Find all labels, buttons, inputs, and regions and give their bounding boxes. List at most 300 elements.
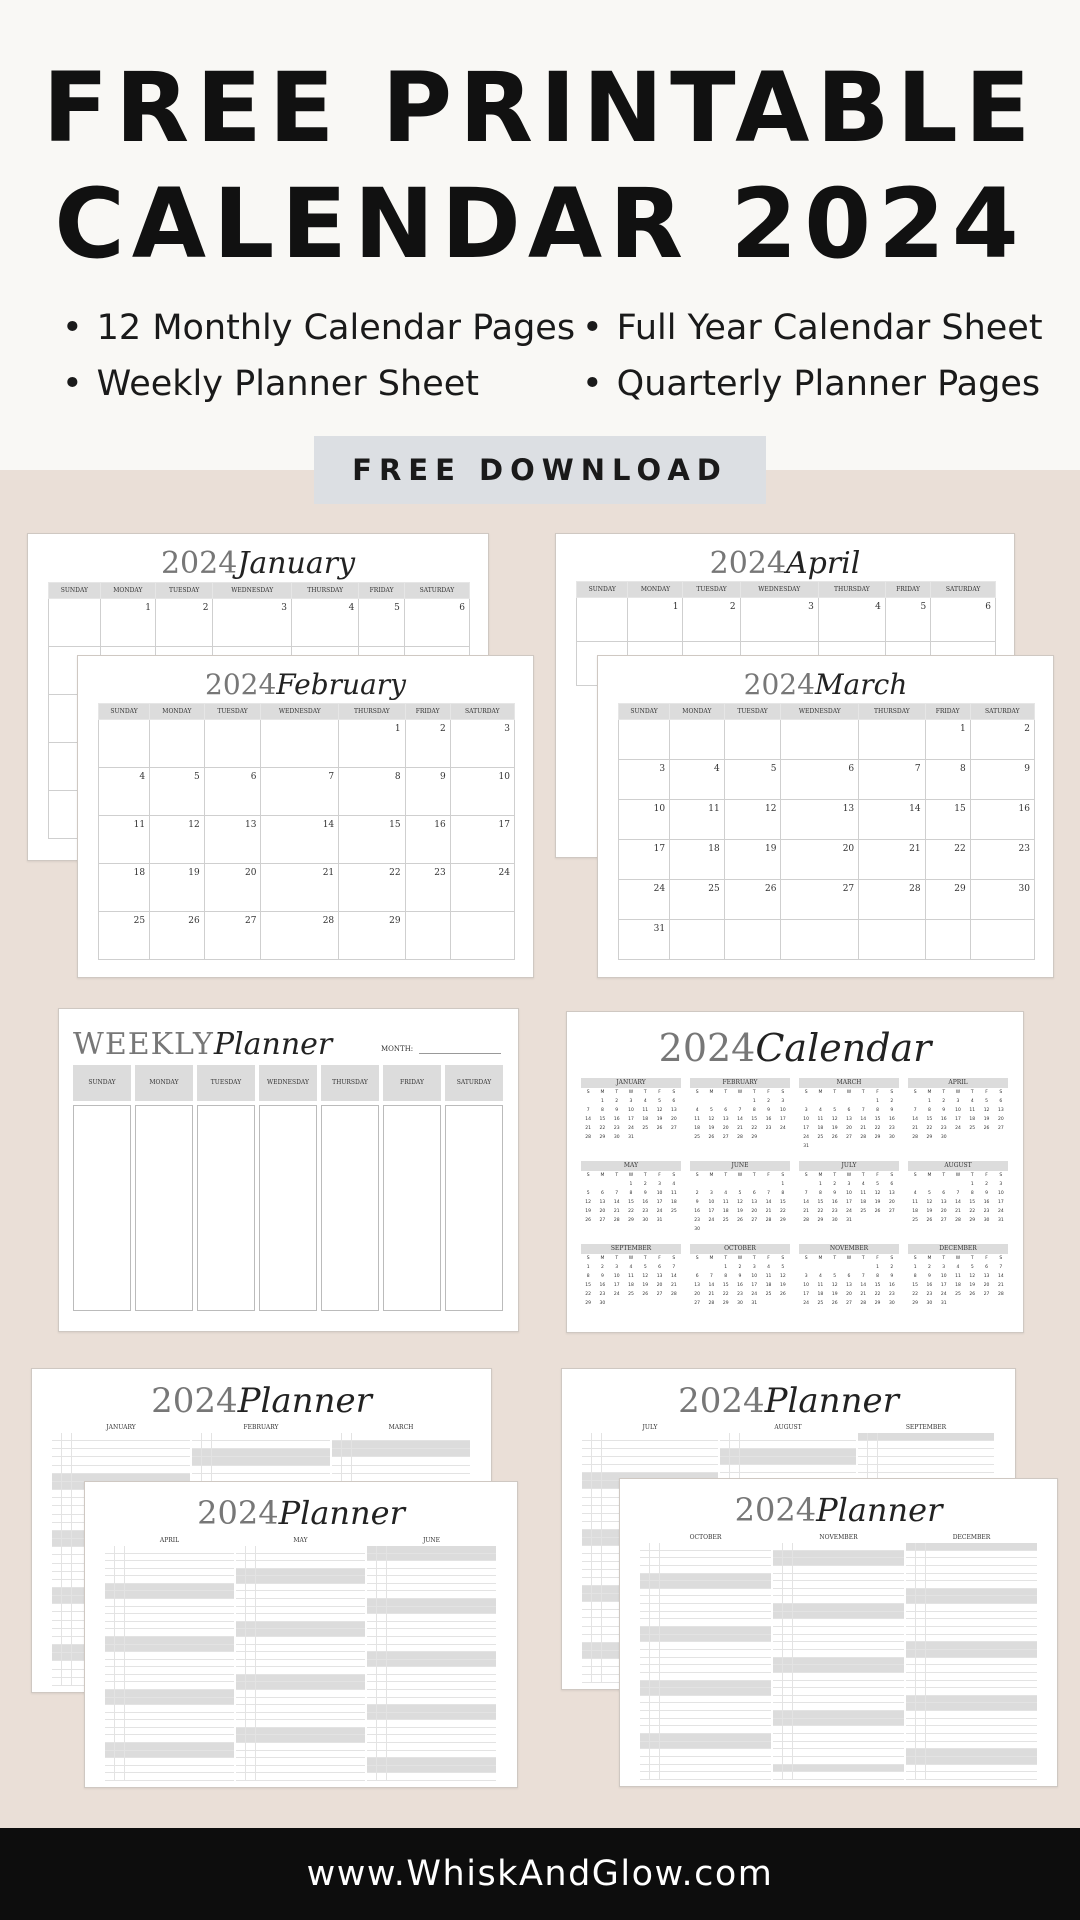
day-number: 20 [599, 1209, 606, 1214]
planner-day-row [906, 1604, 1037, 1612]
day-initial: S [890, 1173, 894, 1178]
day-cell [640, 1757, 650, 1764]
day-initial: T [942, 1173, 946, 1178]
planner-day-row [367, 1766, 496, 1774]
weekday-cell [246, 1622, 256, 1629]
day-initial: M [600, 1090, 605, 1095]
weekday-cell [62, 1539, 72, 1546]
planner-month-name: SEPTEMBER [905, 1424, 947, 1431]
day-number: 10 [940, 1274, 947, 1279]
planner-day-row [773, 1589, 904, 1597]
month-line [419, 1053, 501, 1054]
day-cell [236, 1591, 246, 1598]
day-cell [236, 1713, 246, 1720]
day-number: 12 [656, 1108, 663, 1113]
weekday-cell [916, 1719, 926, 1726]
day-cell [52, 1523, 62, 1530]
day-cell [236, 1728, 246, 1735]
day-number: 17 [628, 1117, 634, 1122]
weekday-cell [783, 1719, 793, 1726]
day-number: 22 [599, 1126, 606, 1131]
mini-month-name: AUGUST [908, 1161, 1008, 1171]
day-number: 19 [708, 1126, 715, 1131]
weekday-cell [246, 1637, 256, 1644]
day-number: 31 [846, 1218, 852, 1223]
day-cell [105, 1698, 115, 1705]
day-cell [640, 1742, 650, 1749]
day-cell [773, 1642, 783, 1649]
website-url-link[interactable]: www.WhiskAndGlow.com [0, 1828, 1080, 1920]
day-cell [367, 1735, 377, 1742]
day-number: 23 [926, 1292, 933, 1297]
weekday-cell [342, 1441, 352, 1448]
day-number: 21 [955, 1209, 961, 1214]
day-cell [105, 1569, 115, 1576]
weekday-cell [246, 1735, 256, 1742]
day-initial: T [724, 1090, 728, 1095]
day-number: 1 [752, 1099, 756, 1104]
weekday-cell [377, 1713, 387, 1720]
day-number: 28 [613, 1218, 620, 1223]
planner-day-row [773, 1635, 904, 1643]
day-cell [236, 1576, 246, 1583]
empty-day [581, 1097, 595, 1106]
weekday-cell [342, 1433, 352, 1440]
empty-day [842, 1097, 856, 1106]
planner-month-name: MAY [293, 1537, 308, 1544]
day-number: 21 [737, 1126, 743, 1131]
day-cell [906, 1734, 916, 1741]
day-initial: W [737, 1256, 743, 1261]
day-cell [105, 1675, 115, 1682]
planner-day-row [906, 1642, 1037, 1650]
weekday-cell [62, 1523, 72, 1530]
day-cell [52, 1531, 62, 1538]
weekday-cell [650, 1619, 660, 1626]
day-number: 14 [613, 1200, 620, 1205]
day-number: 9 [927, 1274, 931, 1279]
march-calendar-page [597, 655, 1054, 978]
day-number: 26 [926, 1218, 933, 1223]
weekday-cell [916, 1627, 926, 1634]
day-number: 10 [656, 1191, 663, 1196]
planner-day-row [640, 1574, 771, 1582]
empty-day [908, 1097, 922, 1106]
planner-day-row [105, 1735, 234, 1743]
weekday-cell [592, 1457, 602, 1464]
empty-day [951, 1180, 965, 1189]
day-number: 11 [817, 1283, 824, 1288]
empty-day [704, 1097, 718, 1106]
weekday-cell [592, 1618, 602, 1625]
planner-day-row [105, 1546, 234, 1554]
day-cell [773, 1696, 783, 1703]
day-number: 29 [874, 1301, 881, 1306]
planner-day-row [332, 1433, 470, 1441]
day-initial: M [927, 1173, 932, 1178]
day-cell [236, 1705, 246, 1712]
day-cell [105, 1713, 115, 1720]
day-number: 22 [817, 1209, 824, 1214]
day-number: 11 [860, 1191, 867, 1196]
weekday-cell [916, 1703, 926, 1710]
day-number: 2 [942, 1099, 946, 1104]
day-number: 18 [722, 1209, 729, 1214]
day-number: 28 [670, 1292, 677, 1297]
day-cell [640, 1604, 650, 1611]
weekday-cell [377, 1690, 387, 1697]
day-initial: F [985, 1173, 988, 1178]
weekday-cell [62, 1604, 72, 1611]
day-number: 10 [846, 1191, 852, 1196]
day-number: 4 [818, 1274, 822, 1279]
weekday-cell [592, 1554, 602, 1561]
day-number: 26 [642, 1292, 649, 1297]
day-number: 24 [751, 1292, 758, 1297]
day-number: 27 [997, 1126, 1004, 1131]
day-number: 6 [942, 1191, 946, 1196]
day-number: 8 [913, 1274, 917, 1279]
day-number: 7 [804, 1191, 808, 1196]
day-number: 26 [874, 1209, 881, 1214]
planner-day-row [773, 1558, 904, 1566]
day-number: 3 [956, 1099, 960, 1104]
planner-day-row [236, 1682, 365, 1690]
weekday-cell [650, 1734, 660, 1741]
day-cell [906, 1665, 916, 1672]
day-number: 3 [629, 1099, 633, 1104]
weekday-cell [592, 1659, 602, 1666]
day-cell [52, 1539, 62, 1546]
month-grid: SUNDAY MONDAY TUESDAY WEDNESDAY THURSDAY FRIDAY SATURDAY 1 2 3 4 5 6 7 8 9 10 11 12 13 14 15 16 17 18 19 20 21 22 23 24 25 26 27 28 29 30 31 [618, 703, 1035, 960]
day-cell [906, 1543, 916, 1550]
day-number: 13 [670, 1108, 677, 1113]
mini-month-days [799, 1088, 899, 1151]
mini-month-name: JANUARY [581, 1078, 681, 1088]
weekday-header: WEDNESDAY [259, 1065, 317, 1101]
day-initial: F [767, 1173, 770, 1178]
day-cell [773, 1681, 783, 1688]
weekday-cell [62, 1621, 72, 1628]
day-cell [367, 1660, 377, 1667]
planner-day-row [906, 1734, 1037, 1742]
planner-day-row [105, 1637, 234, 1645]
weekday-cell [592, 1675, 602, 1682]
planner-day-row [640, 1635, 771, 1643]
day-cell [105, 1637, 115, 1644]
planner-day-row [773, 1619, 904, 1627]
day-number: 29 [599, 1135, 606, 1140]
page-title: WEEKLYPlanner [73, 1027, 333, 1062]
day-number: 19 [983, 1117, 990, 1122]
empty-day [610, 1180, 624, 1189]
planner-day-row [640, 1772, 771, 1780]
planner-day-row [640, 1673, 771, 1681]
day-number: 20 [940, 1209, 947, 1214]
weekday-cell [246, 1546, 256, 1553]
weekday-cell [592, 1441, 602, 1448]
weekday-cell [62, 1612, 72, 1619]
weekday-header: MONDAY [135, 1065, 193, 1101]
day-number: 18 [694, 1126, 700, 1131]
day-number: 28 [955, 1218, 961, 1223]
day-cell [640, 1681, 650, 1688]
planner-day-row [236, 1607, 365, 1615]
empty-day [761, 1180, 775, 1189]
planner-day-row [367, 1637, 496, 1645]
weekday-cell [592, 1570, 602, 1577]
day-number: 5 [586, 1191, 590, 1196]
planner-day-row [773, 1658, 904, 1666]
day-number: 24 [708, 1218, 715, 1223]
day-number: 27 [656, 1292, 663, 1297]
planner-day-row [906, 1574, 1037, 1582]
day-cell [192, 1441, 202, 1448]
weekday-cell [377, 1622, 387, 1629]
weekday-cell [730, 1449, 740, 1456]
day-number: 7 [672, 1265, 676, 1270]
day-initial: T [615, 1173, 619, 1178]
weekday-cell [783, 1635, 793, 1642]
weekday-cell [62, 1515, 72, 1522]
day-number: 20 [846, 1292, 852, 1297]
day-cell [720, 1457, 730, 1464]
day-number: 11 [670, 1191, 677, 1196]
weekday-cell [377, 1546, 387, 1553]
weekday-cell [115, 1698, 125, 1705]
planner-day-row [236, 1629, 365, 1637]
day-number: 8 [586, 1274, 590, 1279]
day-number: 21 [585, 1126, 591, 1131]
day-number: 1 [927, 1099, 931, 1104]
day-cell [52, 1515, 62, 1522]
day-cell [640, 1627, 650, 1634]
weekday-cell [377, 1599, 387, 1606]
day-number: 14 [955, 1200, 961, 1205]
day-cell [906, 1566, 916, 1573]
day-number: 26 [585, 1218, 591, 1223]
weekday-cell [650, 1719, 660, 1726]
day-number: 12 [708, 1117, 715, 1122]
day-number: 24 [779, 1126, 786, 1131]
day-cell [582, 1578, 592, 1585]
day-cell [906, 1558, 916, 1565]
day-cell [582, 1522, 592, 1529]
empty-day [690, 1263, 704, 1272]
month-grid: SUNDAY MONDAY TUESDAY WEDNESDAY THURSDAY FRIDAY SATURDAY 1 2 3 4 5 6 [48, 582, 470, 839]
day-number: 29 [912, 1301, 918, 1306]
day-number: 29 [722, 1301, 729, 1306]
day-number: 2 [890, 1265, 894, 1270]
day-cell [192, 1474, 202, 1481]
weekday-cell [916, 1681, 926, 1688]
day-cell [640, 1719, 650, 1726]
day-cell [367, 1698, 377, 1705]
planner-day-row [367, 1576, 496, 1584]
planner-day-row [52, 1466, 190, 1474]
day-number: 2 [927, 1265, 931, 1270]
day-cell [906, 1604, 916, 1611]
day-number: 29 [969, 1218, 976, 1223]
day-number: 29 [628, 1218, 634, 1223]
weekday-cell [650, 1711, 660, 1718]
weekday-cell [650, 1558, 660, 1565]
planner-day-row [640, 1596, 771, 1604]
weekday-cell [783, 1696, 793, 1703]
day-cell [640, 1612, 650, 1619]
day-number: 14 [737, 1117, 743, 1122]
day-initial: M [818, 1090, 823, 1095]
free-download-button[interactable]: FREE DOWNLOAD [314, 436, 766, 504]
day-number: 11 [642, 1108, 649, 1113]
day-cell [367, 1773, 377, 1780]
day-number: 27 [751, 1218, 758, 1223]
day-cell [192, 1433, 202, 1440]
day-cell [773, 1772, 783, 1779]
day-number: 30 [599, 1301, 606, 1306]
weekday-cell [916, 1673, 926, 1680]
day-cell [640, 1696, 650, 1703]
day-cell [906, 1749, 916, 1756]
day-initial: W [846, 1173, 852, 1178]
day-number: 16 [983, 1200, 990, 1205]
day-number: 29 [751, 1135, 758, 1140]
day-number: 10 [997, 1191, 1004, 1196]
weekday-cell [650, 1765, 660, 1772]
weekday-cell [246, 1720, 256, 1727]
day-cell [640, 1749, 650, 1756]
feature-item: • 12 Monthly Calendar Pages [62, 308, 575, 348]
day-initial: M [818, 1256, 823, 1261]
planner-day-row [236, 1735, 365, 1743]
day-cell [105, 1667, 115, 1674]
day-initial: S [804, 1173, 808, 1178]
day-cell [906, 1635, 916, 1642]
day-number: 14 [765, 1200, 772, 1205]
weekday-cell [916, 1642, 926, 1649]
weekday-cell [650, 1627, 660, 1634]
day-cell [192, 1466, 202, 1473]
weekday-cell [916, 1665, 926, 1672]
day-number: 1 [970, 1182, 974, 1187]
weekday-cell [62, 1482, 72, 1489]
planner-day-row [640, 1665, 771, 1673]
planner-day-row [582, 1465, 718, 1473]
day-initial: W [846, 1090, 852, 1095]
planner-day-row [906, 1589, 1037, 1597]
planner-day-row [105, 1751, 234, 1759]
day-number: 24 [846, 1209, 852, 1214]
day-number: 6 [985, 1265, 988, 1270]
planner-day-row [906, 1703, 1037, 1711]
mini-month [908, 1161, 1008, 1225]
mini-month-name: JUNE [690, 1161, 790, 1171]
day-number: 17 [803, 1126, 809, 1131]
day-number: 4 [695, 1108, 699, 1113]
day-number: 17 [997, 1200, 1004, 1205]
weekday-cell [730, 1457, 740, 1464]
day-number: 31 [997, 1218, 1004, 1223]
day-cell [236, 1599, 246, 1606]
day-number: 7 [709, 1274, 713, 1279]
day-number: 13 [751, 1200, 758, 1205]
day-number: 18 [912, 1209, 918, 1214]
day-cell [52, 1457, 62, 1464]
day-cell [582, 1530, 592, 1537]
planner-day-row [52, 1449, 190, 1457]
mini-month-name: JULY [799, 1161, 899, 1171]
planner-day-row [640, 1551, 771, 1559]
empty-day [704, 1180, 718, 1189]
day-number: 18 [955, 1283, 961, 1288]
day-initial: W [955, 1256, 961, 1261]
day-initial: S [695, 1090, 699, 1095]
planner-day-row [906, 1612, 1037, 1620]
weekday-cell [916, 1551, 926, 1558]
day-number: 27 [983, 1292, 990, 1297]
day-number: 23 [765, 1126, 772, 1131]
day-number: 8 [752, 1108, 756, 1113]
weekday-cell [62, 1531, 72, 1538]
weekday-cell [650, 1757, 660, 1764]
day-cell [906, 1696, 916, 1703]
weekday-cell [246, 1645, 256, 1652]
day-cell [640, 1635, 650, 1642]
mini-month-days [581, 1171, 681, 1225]
day-cell [52, 1596, 62, 1603]
planner-day-row [720, 1449, 856, 1457]
day-number: 20 [751, 1209, 758, 1214]
day-initial: S [586, 1090, 590, 1095]
day-number: 3 [999, 1182, 1003, 1187]
weekday-cell [916, 1658, 926, 1665]
day-number: 26 [779, 1292, 786, 1297]
day-cell [52, 1580, 62, 1587]
day-number: 11 [817, 1117, 824, 1122]
weekday-cell [783, 1596, 793, 1603]
weekday-cell [246, 1690, 256, 1697]
day-number: 3 [709, 1191, 713, 1196]
day-number: 15 [599, 1117, 606, 1122]
weekday-cell [592, 1643, 602, 1650]
day-initial: S [586, 1256, 590, 1261]
weekday-cell [246, 1713, 256, 1720]
day-number: 19 [969, 1283, 976, 1288]
weekday-cell [783, 1627, 793, 1634]
day-number: 2 [615, 1099, 619, 1104]
day-cell [640, 1734, 650, 1741]
day-number: 11 [694, 1117, 700, 1122]
weekday-cell [246, 1773, 256, 1780]
weekday-cell [916, 1596, 926, 1603]
day-cell [773, 1551, 783, 1558]
weekday-cell [783, 1703, 793, 1710]
day-number: 23 [888, 1292, 895, 1297]
day-number: 25 [955, 1292, 961, 1297]
planner-day-row [236, 1690, 365, 1698]
day-initial: M [709, 1173, 714, 1178]
day-number: 4 [767, 1265, 770, 1270]
day-initial: W [737, 1090, 743, 1095]
day-cell [332, 1449, 342, 1456]
day-cell [52, 1678, 62, 1685]
day-number: 27 [846, 1301, 852, 1306]
weekday-cell [592, 1449, 602, 1456]
day-number: 13 [846, 1117, 852, 1122]
mini-month-days [581, 1254, 681, 1308]
weekday-cell [592, 1530, 602, 1537]
day-cell [582, 1594, 592, 1601]
